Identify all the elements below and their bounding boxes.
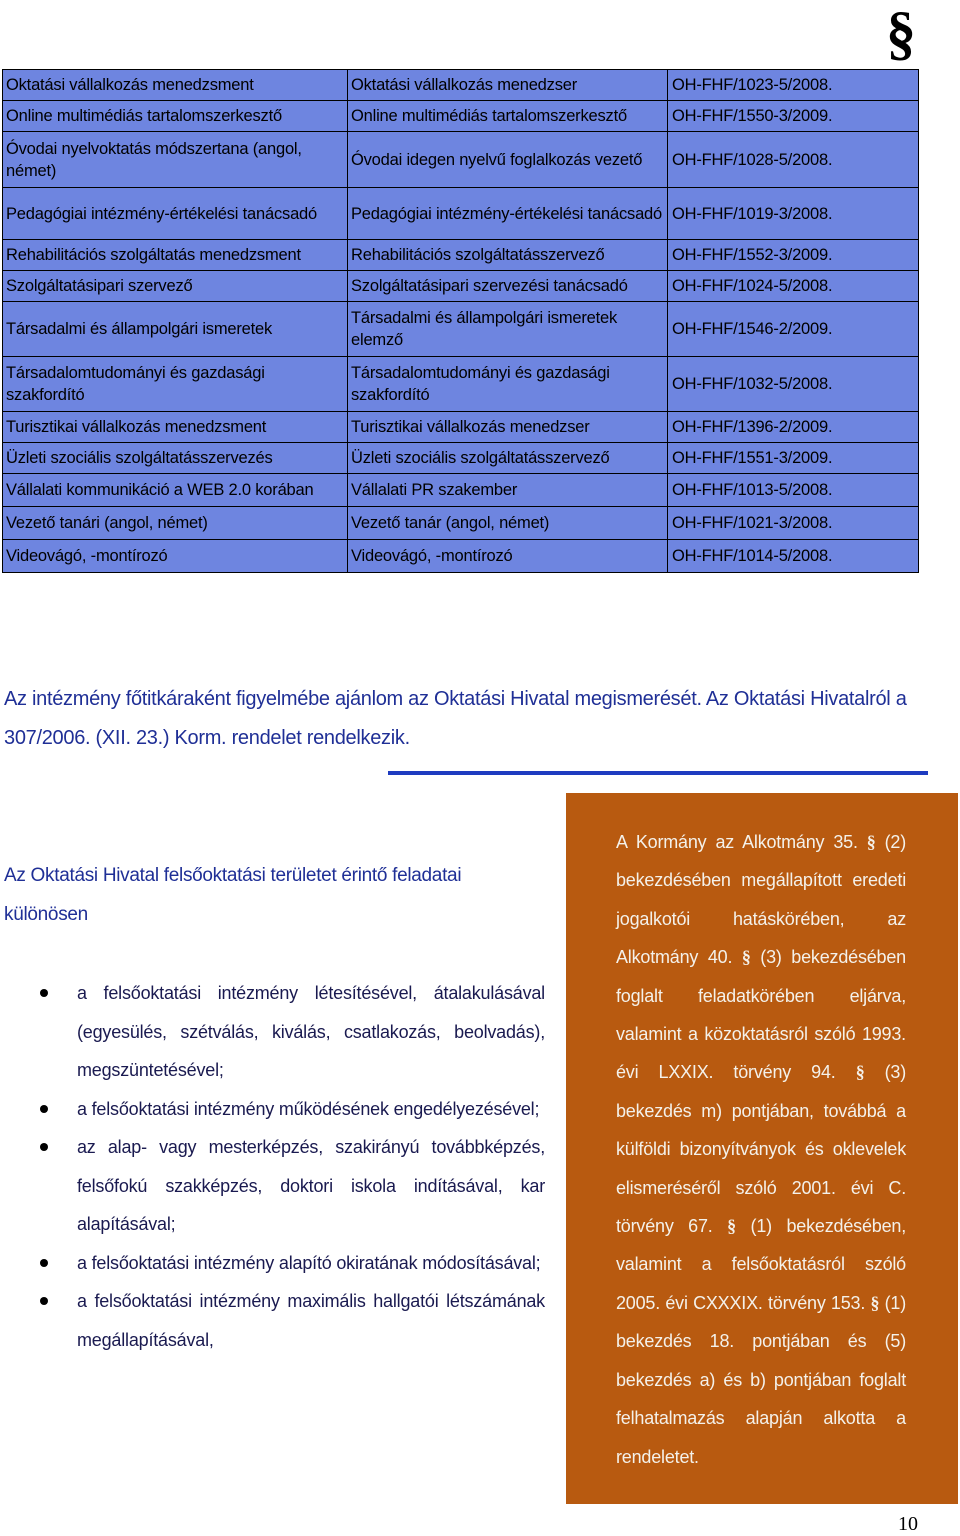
table-cell-code: OH-FHF/1013-5/2008.: [668, 474, 919, 507]
list-item-text: az alap- vagy mesterképzés, szakirányú továbbképzés, felsőfokú szakképzés, doktori iskola indításával, kar alapításával;: [77, 1137, 545, 1234]
legal-text-part: (1) bekezdésében, valamint a felsőoktatásról szóló 2005. évi CXXXIX. törvény 153.: [616, 1216, 906, 1313]
table-cell-qualification: Vállalati PR szakember: [348, 474, 668, 507]
table-cell-qualification: Vezető tanár (angol, német): [348, 507, 668, 540]
bullet-icon: [40, 989, 48, 997]
table-cell-program: Szolgáltatásipari szervező: [3, 271, 348, 302]
table-cell-program: Óvodai nyelvoktatás módszertana (angol, német): [3, 132, 348, 188]
list-item-text: a felsőoktatási intézmény alapító okiratának módosításával;: [77, 1252, 541, 1273]
table-row: [3, 302, 919, 357]
list-item: [0, 1244, 545, 1283]
table-cell-code: OH-FHF/1552-3/2009.: [668, 240, 919, 271]
table-cell-qualification: Videovágó, -montírozó: [348, 540, 668, 573]
bullet-icon: [40, 1297, 48, 1305]
table-row: [3, 70, 919, 101]
section-mark: §: [855, 1062, 865, 1083]
table-cell-program: Üzleti szociális szolgáltatásszervezés: [3, 443, 348, 474]
table-cell-code: OH-FHF/1019-3/2008.: [668, 188, 919, 240]
table-cell-qualification: Pedagógiai intézmény-értékelési tanácsadó: [348, 188, 668, 240]
legal-text-part: (3) bekezdés m) pontjában, továbbá a külföldi bizonyítványok és oklevelek elismeréséről szóló 2001. évi C. törvény 67.: [616, 1062, 906, 1237]
table-cell-program: Vállalati kommunikáció a WEB 2.0 korában: [3, 474, 348, 507]
table-cell-program: Pedagógiai intézmény-értékelési tanácsadó: [3, 188, 348, 240]
section-mark: §: [741, 947, 751, 968]
table-cell-program: Videovágó, -montírozó: [3, 540, 348, 573]
table-cell-code: OH-FHF/1396-2/2009.: [668, 412, 919, 443]
table-row: [3, 240, 919, 271]
table-cell-code: OH-FHF/1028-5/2008.: [668, 132, 919, 188]
table-cell-program: Vezető tanári (angol, német): [3, 507, 348, 540]
table-cell-program: Oktatási vállalkozás menedzsment: [3, 70, 348, 101]
bullet-icon: [40, 1259, 48, 1267]
table-cell-code: OH-FHF/1024-5/2008.: [668, 271, 919, 302]
divider-rule: [388, 771, 928, 775]
table-cell-qualification: Szolgáltatásipari szervezési tanácsadó: [348, 271, 668, 302]
list-item: [0, 1090, 545, 1129]
table-row: [3, 474, 919, 507]
legal-text-part: A Kormány az Alkotmány 35.: [616, 832, 867, 852]
table-cell-qualification: Társadalomtudományi és gazdasági szakfordító: [348, 357, 668, 412]
qualification-table: [2, 69, 919, 573]
list-item: [0, 1128, 545, 1244]
table-row: [3, 188, 919, 240]
section-symbol: §: [886, 0, 916, 66]
table-cell-program: Társadalomtudományi és gazdasági szakfordító: [3, 357, 348, 412]
table-cell-program: Rehabilitációs szolgáltatás menedzsment: [3, 240, 348, 271]
section-mark: §: [727, 1216, 736, 1237]
table-cell-program: Turisztikai vállalkozás menedzsment: [3, 412, 348, 443]
bullet-icon: [40, 1105, 48, 1113]
table-row: [3, 357, 919, 412]
table-cell-code: OH-FHF/1551-3/2009.: [668, 443, 919, 474]
section-mark: §: [866, 832, 876, 852]
table-row: [3, 271, 919, 302]
recommendation-paragraph: Az intézmény főtitkáraként figyelmébe ajánlom az Oktatási Hivatal megismerését. Az Oktatási Hivatalról a 307/2006. (XII. 23.) Korm. rendelet rendelkezik.: [4, 688, 907, 749]
table-cell-qualification: Társadalmi és állampolgári ismeretek elemző: [348, 302, 668, 357]
table-cell-code: OH-FHF/1032-5/2008.: [668, 357, 919, 412]
list-item-text: a felsőoktatási intézmény létesítésével, átalakulásával (egyesülés, szétválás, kiválás, csatlakozás, beolvadás), megszüntetésével;: [77, 983, 545, 1080]
table-cell-qualification: Üzleti szociális szolgáltatásszervező: [348, 443, 668, 474]
table-cell-code: OH-FHF/1021-3/2008.: [668, 507, 919, 540]
legal-text-part: (2) bekezdésében megállapított eredeti jogalkotói hatáskörében, az Alkotmány 40.: [616, 832, 907, 968]
table-cell-qualification: Óvodai idegen nyelvű foglalkozás vezető: [348, 132, 668, 188]
list-item: [0, 974, 545, 1090]
section-mark: §: [870, 1292, 880, 1313]
table-cell-qualification: Oktatási vállalkozás menedzser: [348, 70, 668, 101]
table-row: [3, 132, 919, 188]
table-row: [3, 507, 919, 540]
legal-text-part: (1) bekezdés 18. pontjában és (5) bekezdés a) és b) pontjában foglalt felhatalmazás alapján alkotta a rendeletet.: [616, 1292, 907, 1467]
legal-basis-box: [566, 793, 958, 1504]
table-cell-program: Online multimédiás tartalomszerkesztő: [3, 101, 348, 132]
table-cell-code: OH-FHF/1023-5/2008.: [668, 70, 919, 101]
legal-text-part: (3) bekezdésében foglalt feladatkörében eljárva, valamint a közoktatásról szóló 1993. évi LXXIX. törvény 94.: [616, 947, 906, 1083]
table-row: [3, 540, 919, 573]
table-cell-code: OH-FHF/1014-5/2008.: [668, 540, 919, 573]
table-cell-qualification: Rehabilitációs szolgáltatásszervező: [348, 240, 668, 271]
list-item-text: a felsőoktatási intézmény maximális hallgatói létszámának megállapításával,: [77, 1291, 545, 1350]
tasks-heading: Az Oktatási Hivatal felsőoktatási területet érintő feladatai különösen: [4, 865, 462, 925]
bullet-icon: [40, 1143, 48, 1151]
table-row: [3, 443, 919, 474]
list-item-text: a felsőoktatási intézmény működésének engedélyezésével;: [77, 1098, 540, 1119]
table-row: [3, 412, 919, 443]
table-cell-qualification: Turisztikai vállalkozás menedzser: [348, 412, 668, 443]
legal-basis-text: [616, 823, 906, 1476]
table-cell-program: Társadalmi és állampolgári ismeretek: [3, 302, 348, 357]
table-row: [3, 101, 919, 132]
table-cell-qualification: Online multimédiás tartalomszerkesztő: [348, 101, 668, 132]
tasks-list: [0, 974, 545, 1359]
page-number: 10: [898, 1513, 918, 1535]
list-item: [0, 1282, 545, 1359]
table-cell-code: OH-FHF/1546-2/2009.: [668, 302, 919, 357]
table-cell-code: OH-FHF/1550-3/2009.: [668, 101, 919, 132]
